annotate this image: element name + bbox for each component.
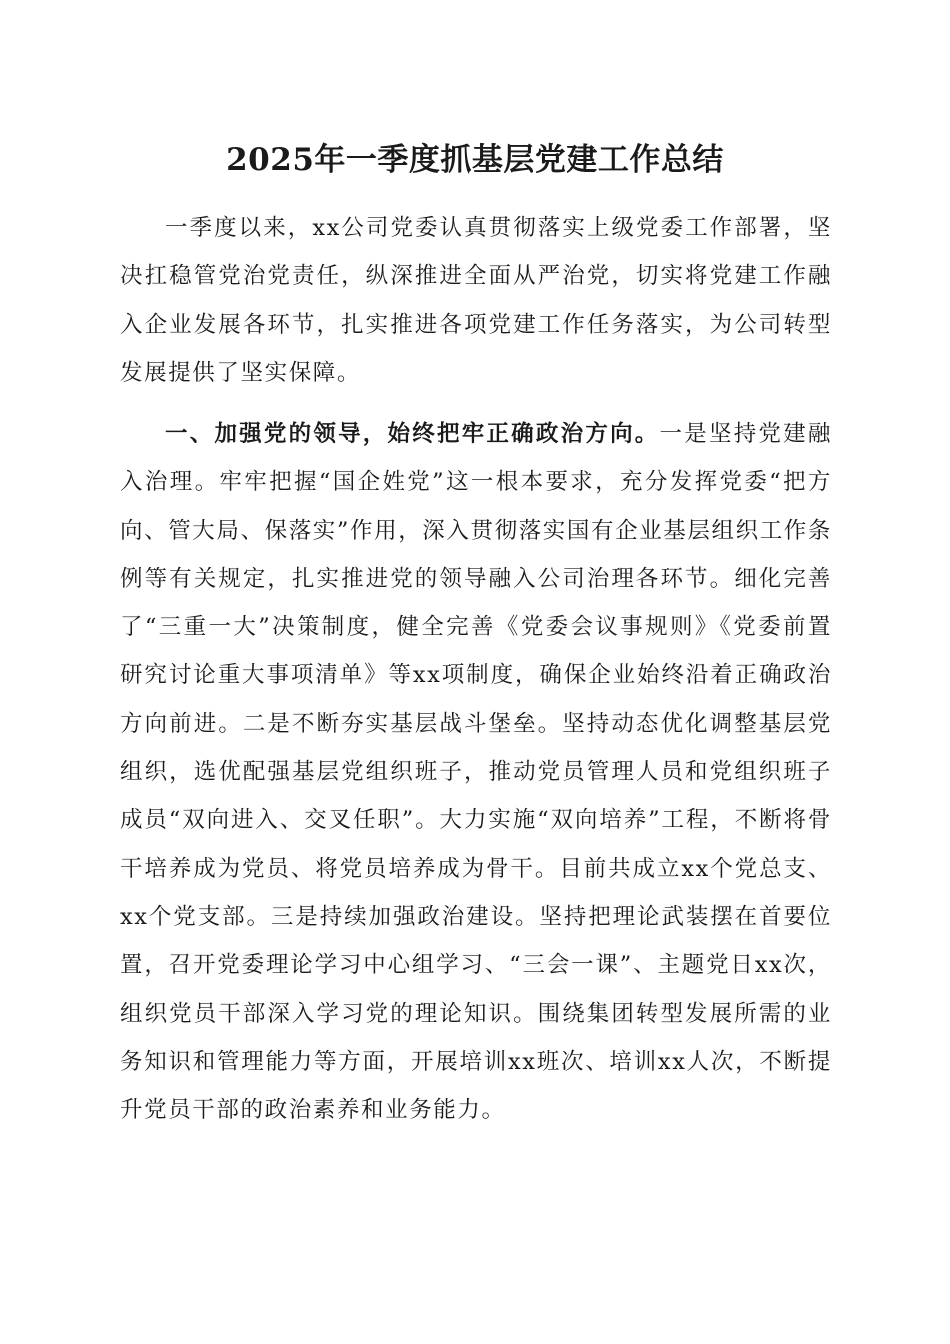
section-one-paragraph	[120, 410, 832, 1134]
intro-paragraph-text: 一季度以来，xx公司党委认真贯彻落实上级党委工作部署，坚决扛稳管党治党责任，纵深推进全面从严治党，切实将党建工作融入企业发展各环节，扎实推进各项党建工作任务落实，为公司转型发展提供了坚实保障。	[120, 215, 832, 386]
intro-paragraph	[120, 204, 832, 397]
document-title: 2025年一季度抓基层党建工作总结	[226, 142, 724, 178]
section-one-heading: 一、加强党的领导，始终把牢正确政治方向。	[165, 421, 660, 447]
section-one-text: 一是坚持党建融入治理。牢牢把握“国企姓党”这一根本要求，充分发挥党委“把方向、管大局、保落实”作用，深入贯彻落实国有企业基层组织工作条例等有关规定，扎实推进党的领导融入公司治理各环节。细化完善了“三重一大”决策制度，健全完善《党委会议事规则》《党委前置研究讨论重大事项清单》等xx项制度，确保企业始终沿着正确政治方向前进。二是不断夯实基层战斗堡垒。坚持动态优化调整基层党组织，选优配强基层党组织班子，推动党员管理人员和党组织班子成员“双向进入、交叉任职”。大力实施“双向培养”工程，不断将骨干培养成为党员、将党员培养成为骨干。目前共成立xx个党总支、xx个党支部。三是持续加强政治建设。坚持把理论武装摆在首要位置，召开党委理论学习中心组学习、“三会一课”、主题党日xx次，组织党员干部深入学习党的理论知识。围绕集团转型发展所需的业务知识和管理能力等方面，开展培训xx班次、培训xx人次，不断提升党员干部的政治素养和业务能力。	[120, 421, 833, 1124]
